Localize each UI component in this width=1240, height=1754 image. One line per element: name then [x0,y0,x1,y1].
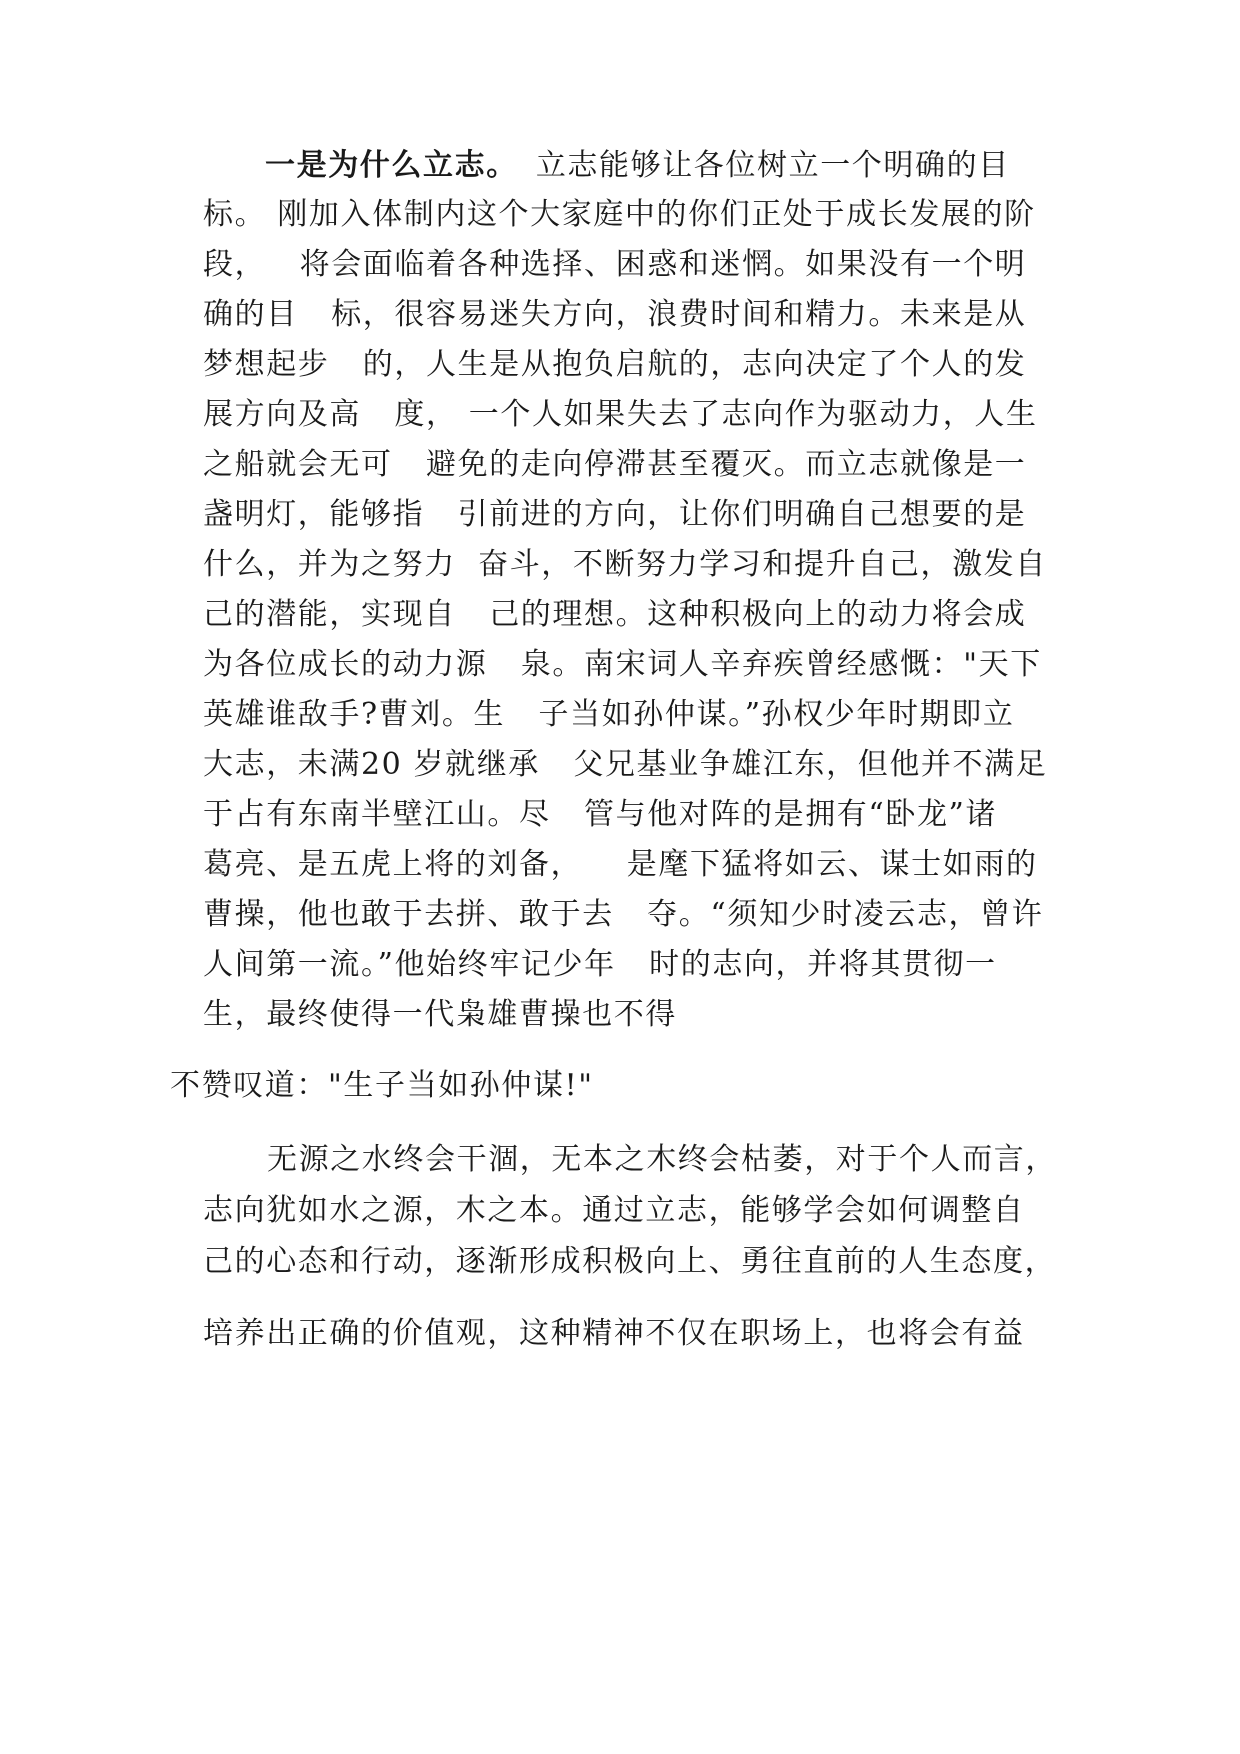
paragraph-3-line-2: 志向犹如水之源，木之本。通过立志，能够学会如何调整自 [203,1193,1025,1228]
paragraph-1-line-4: 确的目 标，很容易迷失方向，浪费时间和精力。未来是从 [203,297,1027,332]
paragraph-1-line-13: 大志，未满20 岁就继承 父兄基业争雄江东，但他并不满足 [203,747,1048,782]
paragraph-1-line-6: 展方向及高 度， 一个人如果失去了志向作为驱动力，人生 [203,397,1038,432]
paragraph-3-line-3: 己的心态和行动，逐渐形成积极向上、勇往直前的人生态度， [203,1244,1057,1279]
paragraph-1-line-11: 为各位成长的动力源 泉。南宋词人辛弃疾曾经感慨："天下 [203,647,1042,682]
paragraph-1-line-16: 曹操，他也敢于去拼、敢于去 夺。“须知少时凌云志，曾许 [203,897,1044,932]
section-heading: 一是为什么立志。 [265,148,518,183]
paragraph-1-line-7: 之船就会无可 避免的走向停滞甚至覆灭。而立志就像是一 [203,447,1027,482]
paragraph-1-line-18: 生，最终使得一代枭雄曹操也不得 [203,997,677,1032]
paragraph-1-line-1 [265,146,1010,186]
paragraph-3-line-1: 无源之水终会干涸，无本之木终会枯萎，对于个人而言， [267,1142,1057,1177]
paragraph-1-line-8: 盏明灯，能够指 引前进的方向，让你们明确自己想要的是 [203,497,1027,532]
paragraph-1-line-3: 段， 将会面临着各种选择、困惑和迷惘。如果没有一个明 [203,247,1027,282]
paragraph-1-line-10: 己的潜能，实现自 己的理想。这种积极向上的动力将会成 [203,597,1027,632]
paragraph-1-line-12: 英雄谁敌手?曹刘。生 子当如孙仲谋。”孙权少年时期即立 [203,697,1015,732]
paragraph-2-line-1: 不赞叹道："生子当如孙仲谋!" [170,1068,594,1103]
paragraph-1-line-9: 什么，并为之努力 奋斗，不断努力学习和提升自己，激发自 [203,547,1047,582]
paragraph-1-line-15: 葛亮、是五虎上将的刘备， 是麾下猛将如云、谋士如雨的 [203,847,1038,882]
paragraph-1-line-1-text: 立志能够让各位树立一个明确的目 [535,148,1010,183]
paragraph-1-line-17: 人间第一流。”他始终牢记少年 时的志向，并将其贯彻一 [203,947,997,982]
paragraph-1-line-14: 于占有东南半壁江山。尽 管与他对阵的是拥有“卧龙”诸 [203,797,998,832]
paragraph-1-line-2: 标。 刚加入体制内这个大家庭中的你们正处于成长发展的阶 [203,197,1036,232]
paragraph-1-line-5: 梦想起步 的，人生是从抱负启航的，志向决定了个人的发 [203,347,1027,382]
paragraph-3-line-4: 培养出正确的价值观，这种精神不仅在职场上，也将会有益 [203,1316,1025,1351]
